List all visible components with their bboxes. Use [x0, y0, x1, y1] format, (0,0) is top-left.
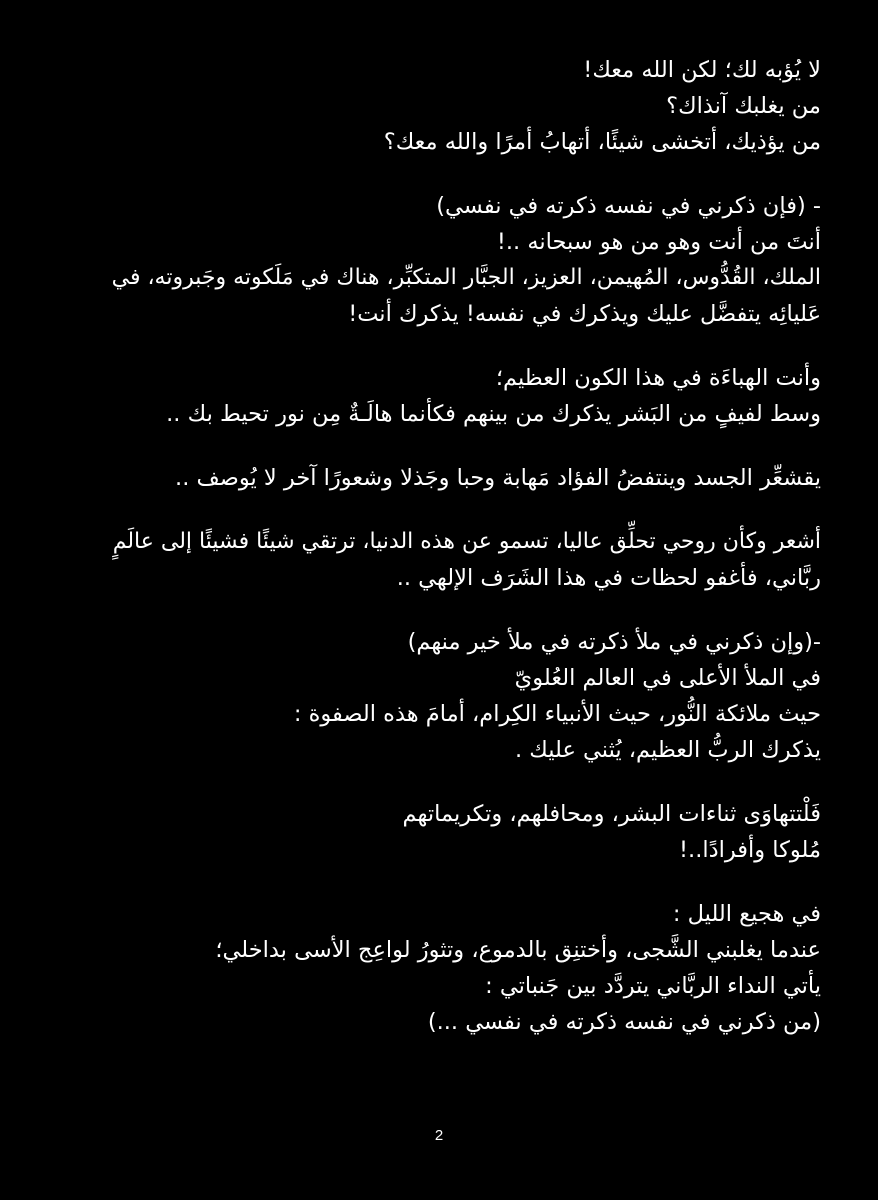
text-line: يقشعِّر الجسد وينتفضُ الفؤاد مَهابة وحبا وجَذلا وشعورًا آخر لا يُوصف .. [175, 465, 821, 491]
paragraph [111, 188, 821, 332]
paragraph-gap [111, 432, 821, 460]
paragraph-gap [111, 596, 821, 624]
paragraph-gap [111, 332, 821, 360]
text-line: عَليائِه يتفضَّل عليك ويذكرك في نفسه! يذكرك أنت! [348, 301, 821, 327]
text-line: ربَّاني، فأغفو لحظات في هذا الشَرَف الإلهي .. [396, 565, 821, 591]
text-line: مُلوكا وأفرادًا..! [679, 837, 821, 863]
text-line: أنتَ من أنت وهو من هو سبحانه ..! [496, 229, 821, 255]
text-line: -(وإن ذكرني في ملأ ذكرته في ملأ خير منهم) [407, 629, 821, 655]
document-body [111, 52, 821, 1040]
text-line: في الملأ الأعلى في العالم العُلويّ [514, 665, 821, 691]
paragraph [111, 796, 821, 868]
page-number: 2 [434, 1127, 444, 1144]
text-line: وسط لفيفٍ من البَشر يذكرك من بينهم فكأنما هالَـةٌ مِن نور تحيط بك .. [166, 401, 821, 427]
text-line: يأتي النداء الربَّاني يتردَّد بين جَنباتي : [485, 973, 821, 999]
text-line: يذكرك الربُّ العظيم، يُثني عليك . [514, 737, 821, 763]
paragraph-gap [111, 160, 821, 188]
text-line: (من ذكرني في نفسه ذكرته في نفسي ...) [427, 1009, 821, 1035]
text-line: لا يُؤبه لك؛ لكن الله معك! [583, 57, 821, 83]
paragraph [111, 360, 821, 432]
text-line: الملك، القُدُّوس، المُهيمن، العزيز، الجبَّار المتكبِّر، هناك في مَلَكوته وجَبروته، في [111, 265, 821, 290]
text-line: حيث ملائكة النُّور، حيث الأنبياء الكِرام، أمامَ هذه الصفوة : [293, 701, 821, 727]
text-line: - (فإن ذكرني في نفسه ذكرته في نفسي) [436, 193, 821, 219]
paragraph [111, 52, 821, 160]
paragraph [111, 524, 821, 596]
text-line: أشعر وكأن روحي تحلِّق عاليا، تسمو عن هذه الدنيا، ترتقي شيئًا فشيئًا إلى عالَمٍ [112, 529, 821, 554]
text-line: وأنت الهباءَة في هذا الكون العظيم؛ [495, 365, 821, 391]
text-line: فَلْتتهاوَى ثناءات البشر، ومحافلهم، وتكريماتهم [402, 801, 821, 827]
text-line: عندما يغلبني الشَّجى، وأختنِق بالدموع، وتثورُ لواعِج الأسى بداخلي؛ [215, 937, 821, 963]
text-line: من يؤذيك، أتخشى شيئًا، أتهابُ أمرًا والله معك؟ [383, 129, 821, 155]
paragraph-gap [111, 768, 821, 796]
paragraph [111, 624, 821, 768]
text-line: من يغلبك آنذاك؟ [666, 93, 821, 119]
paragraph [111, 896, 821, 1040]
paragraph-gap [111, 496, 821, 524]
text-line: في هجيع الليل : [672, 901, 821, 927]
paragraph-gap [111, 868, 821, 896]
paragraph [111, 460, 821, 496]
